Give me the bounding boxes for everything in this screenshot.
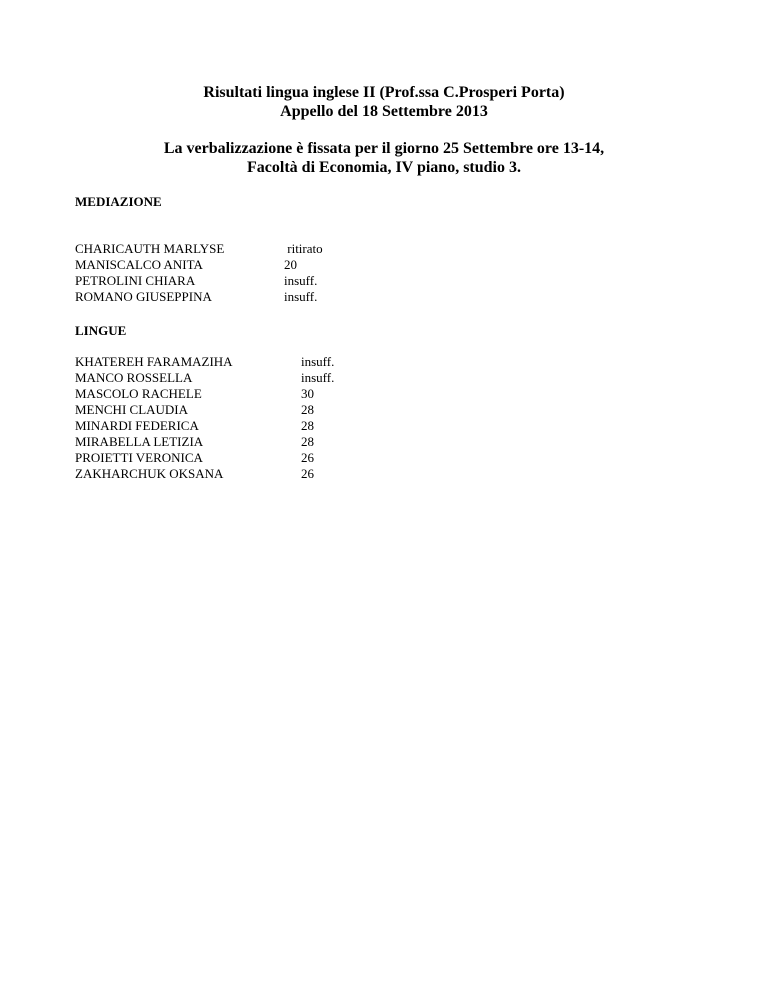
registration-notice-line-1: La verbalizzazione è fissata per il giorno 25 Settembre ore 13-14, — [163, 140, 605, 157]
student-name: PETROLINI CHIARA — [75, 273, 196, 288]
registration-notice — [0, 139, 768, 177]
student-grade: 26 — [301, 466, 314, 481]
registration-notice-line-2: Facoltà di Economia, IV piano, studio 3. — [247, 159, 521, 176]
student-name: CHARICAUTH MARLYSE — [75, 241, 225, 256]
student-name: MENCHI CLAUDIA — [75, 402, 189, 417]
student-name: MIRABELLA LETIZIA — [75, 434, 204, 449]
student-grade: ritirato — [284, 241, 323, 256]
student-name: MASCOLO RACHELE — [75, 386, 202, 401]
section-heading-lingue: LINGUE — [75, 323, 127, 338]
student-grade: insuff. — [284, 273, 318, 288]
student-grade: 30 — [301, 386, 314, 401]
student-grade: 28 — [301, 402, 314, 417]
student-grade: insuff. — [301, 354, 335, 369]
student-grade: 20 — [284, 257, 297, 272]
student-grade: 26 — [301, 450, 314, 465]
student-name: ZAKHARCHUK OKSANA — [75, 466, 224, 481]
student-name: MANISCALCO ANITA — [75, 257, 203, 272]
exam-session-date: Appello del 18 Settembre 2013 — [280, 103, 488, 120]
student-grade: 28 — [301, 418, 314, 433]
student-name: MINARDI FEDERICA — [75, 418, 199, 433]
student-name: ROMANO GIUSEPPINA — [75, 289, 212, 304]
student-name: PROIETTI VERONICA — [75, 450, 203, 465]
student-grade: insuff. — [301, 370, 335, 385]
document-title: Risultati lingua inglese II (Prof.ssa C.Prosperi Porta) — [203, 84, 565, 101]
document-header — [0, 83, 768, 121]
student-name: MANCO ROSSELLA — [75, 370, 193, 385]
student-name: KHATEREH FARAMAZIHA — [75, 354, 233, 369]
student-grade: insuff. — [284, 289, 318, 304]
section-heading-mediazione: MEDIAZIONE — [75, 194, 162, 209]
student-grade: 28 — [301, 434, 314, 449]
